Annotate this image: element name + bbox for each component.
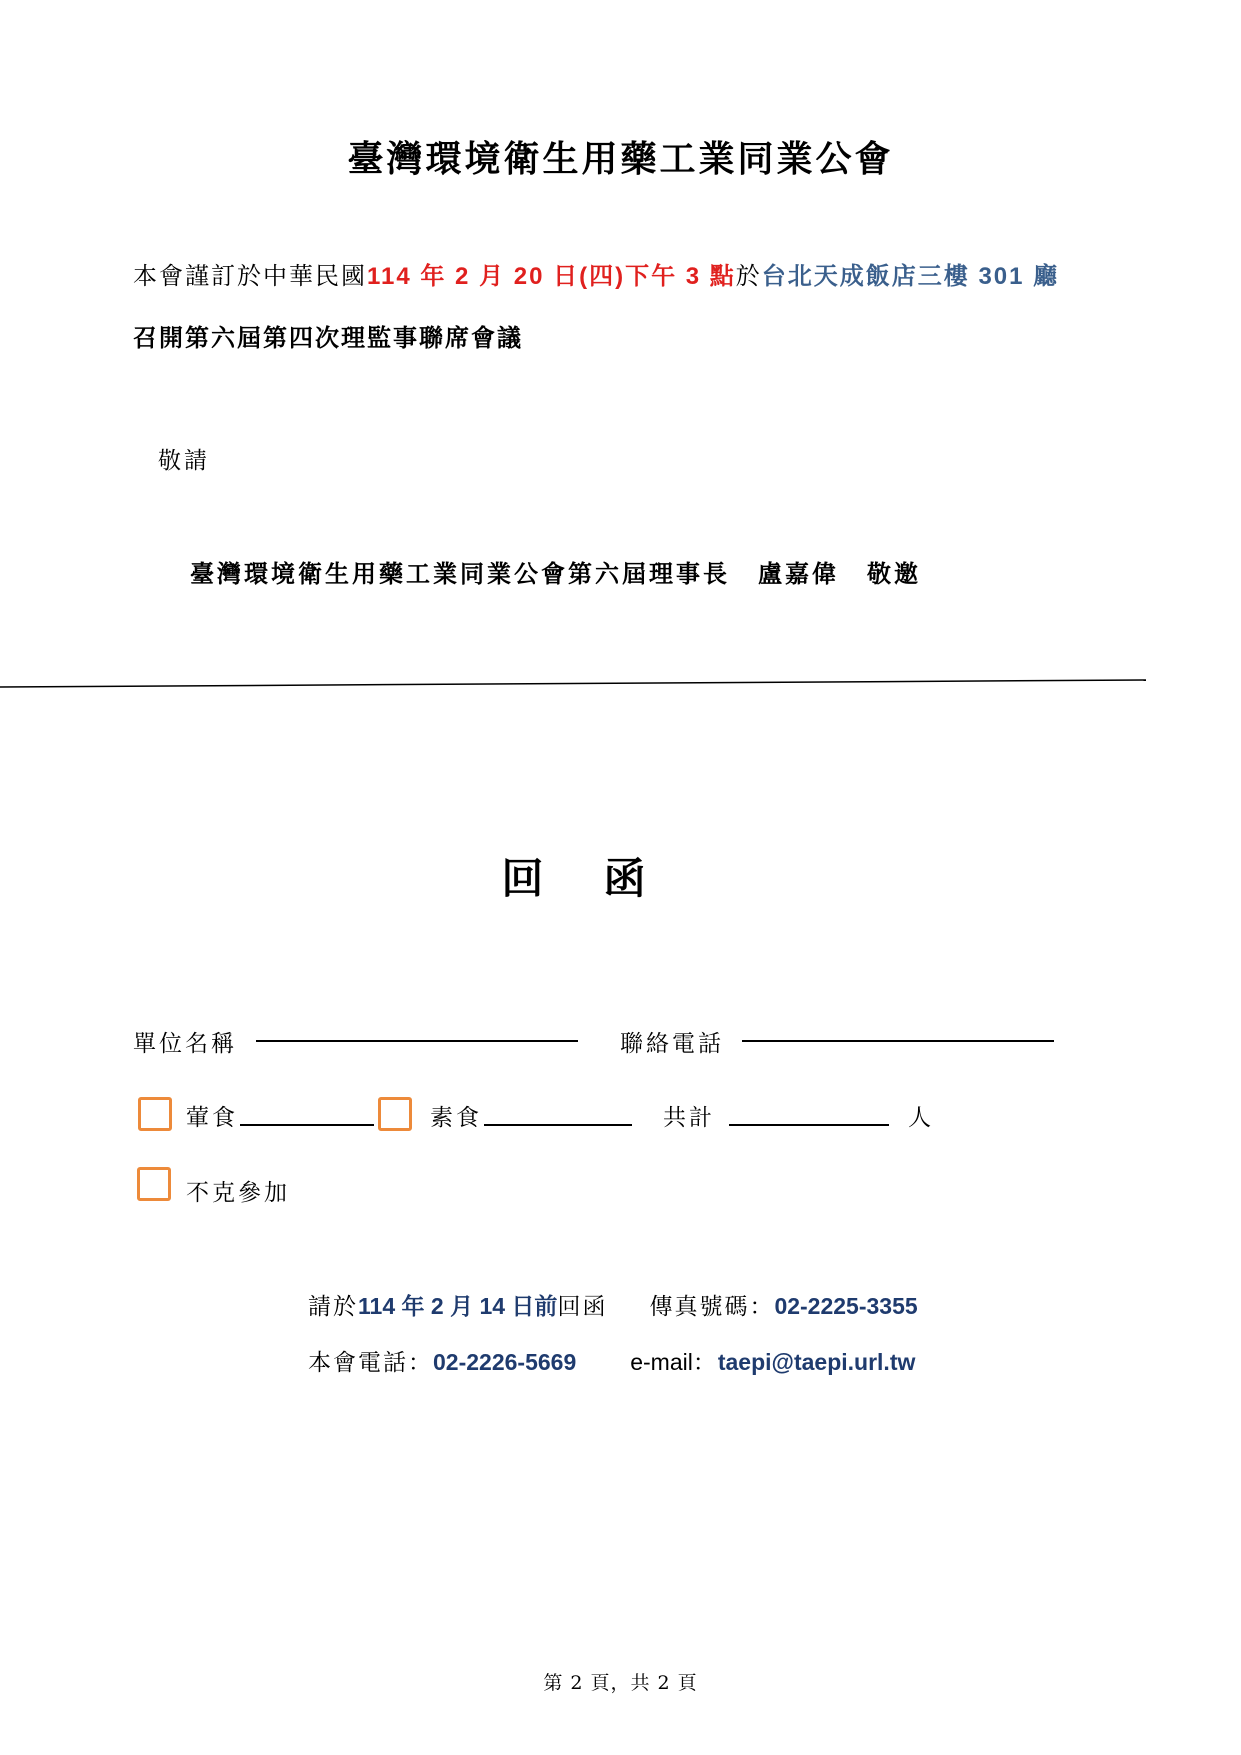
- respectfully-text: 敬請: [158, 448, 210, 474]
- deadline-prefix: 請於: [308, 1294, 358, 1320]
- office-phone-label: 本會電話：: [308, 1350, 433, 1376]
- meeting-venue: 台北天成飯店三樓 301 廳: [761, 263, 1060, 290]
- signature-name: 盧嘉偉: [758, 559, 839, 588]
- signature-org: 臺灣環境衛生用藥工業同業公會第六屆理事長: [190, 559, 730, 588]
- meeting-datetime: 114 年 2 月 20 日(四)下午 3 點: [367, 263, 736, 290]
- vegetarian-meal-count-field[interactable]: [484, 1124, 632, 1126]
- invitation-line-1: [133, 256, 1059, 291]
- deadline-suffix: 回函: [557, 1294, 608, 1320]
- invitation-line-2: 召開第六屆第四次理監事聯席會議: [133, 323, 523, 352]
- total-label: 共計: [663, 1105, 715, 1131]
- email-colon: ：: [692, 1350, 718, 1376]
- vegetarian-meal-checkbox[interactable]: [378, 1097, 412, 1131]
- person-unit-label: 人: [908, 1105, 934, 1131]
- total-count-field[interactable]: [729, 1124, 889, 1126]
- contact-phone-field[interactable]: [742, 1040, 1054, 1042]
- reply-deadline-line: [308, 1288, 918, 1321]
- invitation-at: 於: [735, 262, 762, 290]
- signature-line: [190, 554, 921, 589]
- unable-to-attend-label: 不克參加: [186, 1180, 290, 1206]
- fax-number: 02-2225-3355: [774, 1293, 918, 1319]
- meat-meal-checkbox[interactable]: [138, 1097, 172, 1131]
- meat-meal-label: 葷食: [186, 1105, 238, 1131]
- unable-to-attend-checkbox[interactable]: [137, 1167, 171, 1201]
- page-number-footer: 第 2 頁，共 2 頁: [543, 1672, 698, 1694]
- cut-line-divider: [0, 670, 1241, 690]
- vegetarian-meal-label: 素食: [430, 1105, 482, 1131]
- contact-phone-label: 聯絡電話: [620, 1031, 724, 1057]
- contact-info-line: [308, 1344, 915, 1377]
- email-label: e-mail: [630, 1349, 693, 1375]
- email-address[interactable]: taepi@taepi.url.tw: [717, 1349, 916, 1375]
- deadline-date: 114 年 2 月 14 日前: [358, 1293, 558, 1319]
- document-title: 臺灣環境衛生用藥工業同業公會: [347, 138, 894, 180]
- fax-label: 傳真號碼：: [649, 1294, 775, 1320]
- office-phone-number: 02-2226-5669: [433, 1349, 577, 1375]
- invitation-prefix: 本會謹訂於中華民國: [133, 262, 367, 290]
- unit-name-field[interactable]: [256, 1040, 578, 1042]
- signature-closing: 敬邀: [867, 559, 921, 588]
- unit-name-label: 單位名稱: [133, 1031, 237, 1057]
- reply-form-title: 回函: [501, 854, 706, 903]
- meat-meal-count-field[interactable]: [240, 1124, 374, 1126]
